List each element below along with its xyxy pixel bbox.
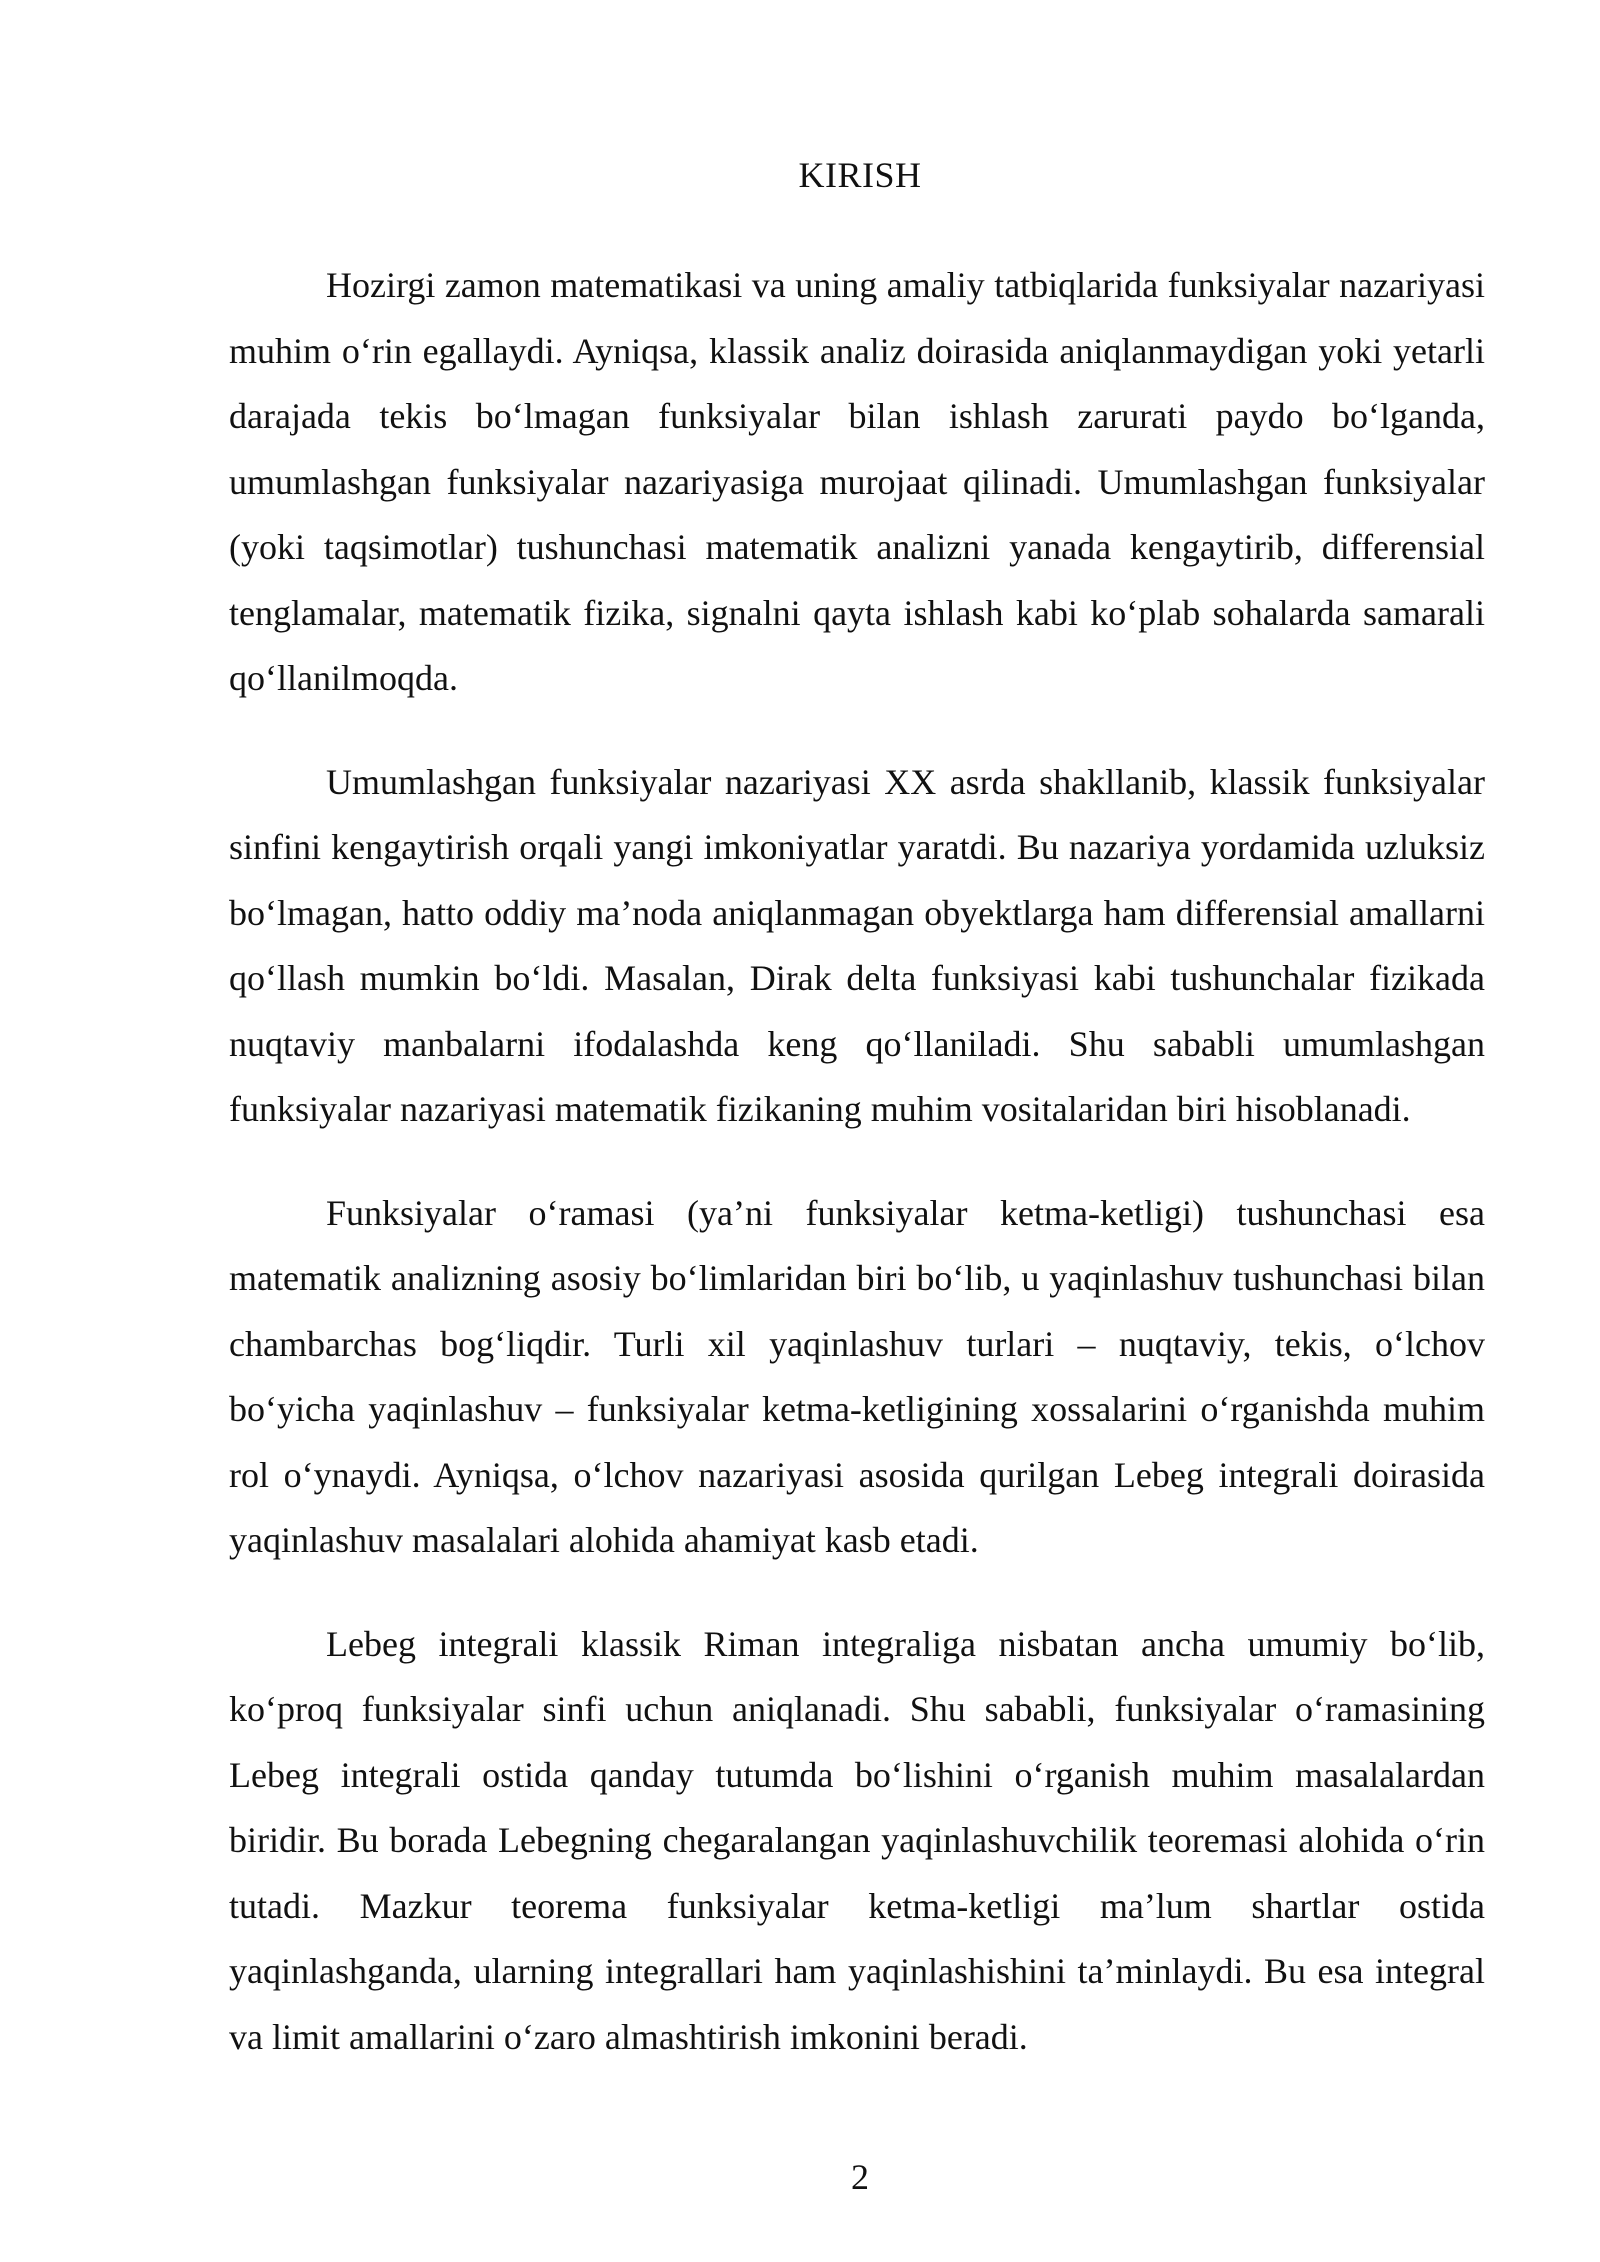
body-text [229, 253, 1485, 2108]
page-number: 2 [851, 2157, 869, 2197]
section-title: KIRISH [798, 155, 922, 195]
paragraph-2: Umumlashgan funksiyalar nazariyasi XX asrda shakllanib, klassik funksiyalar sinfini kengaytirish orqali yangi imkoniyatlar yaratdi. Bu nazariya yordamida uzluksiz bo‘lmagan, hatto oddiy ma’noda aniqlanmagan obyektlarga ham differensial amallarni qo‘llash mumkin bo‘ldi. Masalan, Dirak delta funksiyasi kabi tushunchalar fizikada nuqtaviy manbalarni ifodalashda keng qo‘llaniladi. Shu sababli umumlashgan funksiyalar nazariyasi matematik fizikaning muhim vositalaridan biri hisoblanadi. [229, 761, 1485, 1129]
paragraph-4: Lebeg integrali klassik Riman integraliga nisbatan ancha umumiy bo‘lib, ko‘proq funksiyalar sinfi uchun aniqlanadi. Shu sababli, funksiyalar o‘ramasining Lebeg integrali ostida qanday tutumda bo‘lishini o‘rganish muhim masalalardan biridir. Bu borada Lebegning chegaralangan yaqinlashuvchilik teoremasi alohida o‘rin tutadi. Mazkur teorema funksiyalar ketma-ketligi ma’lum shartlar ostida yaqinlashganda, ularning integrallari ham yaqinlashishini ta’minlaydi. Bu esa integral va limit amallarini o‘zaro almashtirish imkonini beradi. [229, 1623, 1485, 2057]
paragraph-3: Funksiyalar o‘ramasi (ya’ni funksiyalar ketma-ketligi) tushunchasi esa matematik analizning asosiy bo‘limlaridan biri bo‘lib, u yaqinlashuv tushunchasi bilan chambarchas bog‘liqdir. Turli xil yaqinlashuv turlari – nuqtaviy, tekis, o‘lchov bo‘yicha yaqinlashuv – funksiyalar ketma-ketligining xossalarini o‘rganishda muhim rol o‘ynaydi. Ayniqsa, o‘lchov nazariyasi asosida qurilgan Lebeg integrali doirasida yaqinlashuv masalalari alohida ahamiyat kasb etadi. [229, 1192, 1485, 1560]
paragraph-1: Hozirgi zamon matematikasi va uning amaliy tatbiqlarida funksiyalar nazariyasi muhim o‘rin egallaydi. Ayniqsa, klassik analiz doirasida aniqlanmaydigan yoki yetarli darajada tekis bo‘lmagan funksiyalar bilan ishlash zarurati paydo bo‘lganda, umumlashgan funksiyalar nazariyasiga murojaat qilinadi. Umumlashgan funksiyalar (yoki taqsimotlar) tushunchasi matematik analizni yanada kengaytirib, differensial tenglamalar, matematik fizika, signalni qayta ishlash kabi ko‘plab sohalarda samarali qo‘llanilmoqda. [229, 265, 1485, 698]
